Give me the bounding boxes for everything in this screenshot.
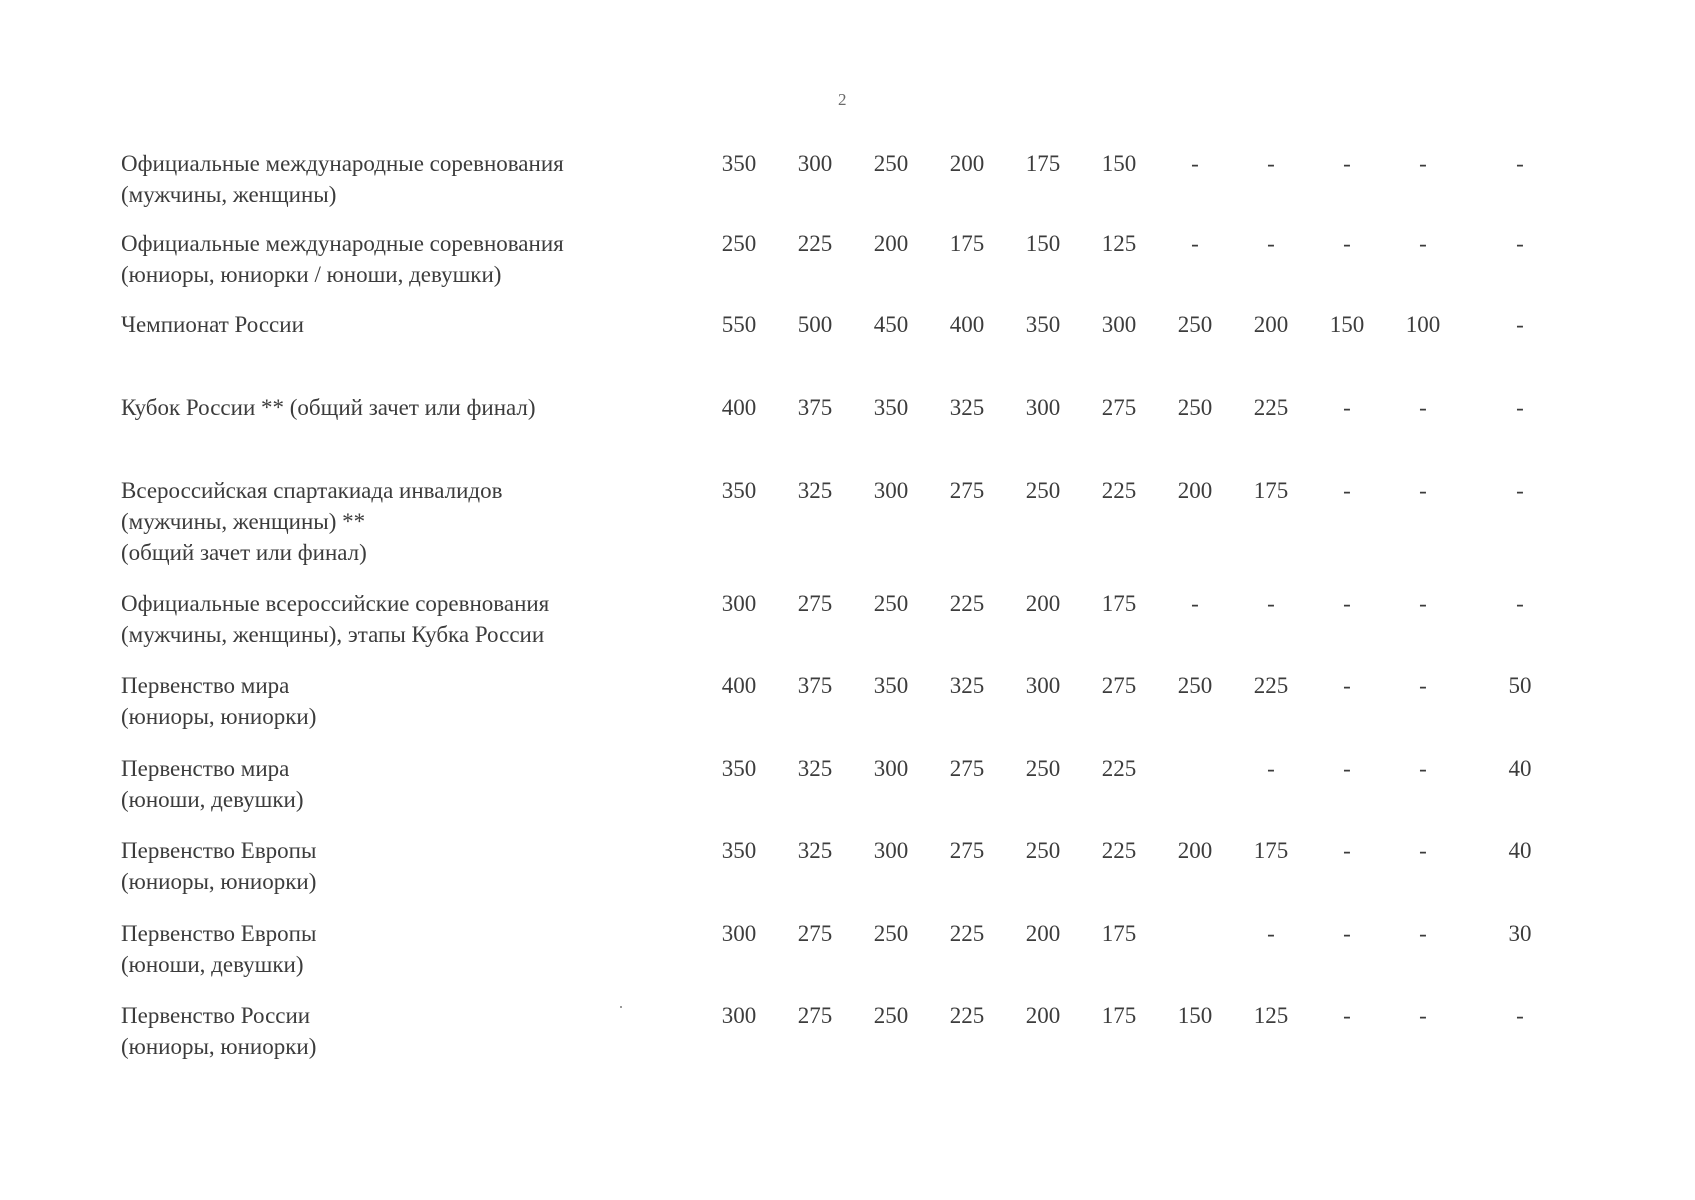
table-cell: 250 <box>873 591 909 616</box>
row-label: Первенство мира (юноши, девушки) <box>121 756 304 812</box>
table-row <box>121 670 1561 753</box>
table-cell: 200 <box>1025 591 1061 616</box>
table-cell: 150 <box>1025 231 1061 256</box>
row-values <box>701 1000 1565 1031</box>
table-cell: - <box>1516 591 1524 616</box>
table-cell: - <box>1419 756 1427 781</box>
table-cell: - <box>1343 1003 1351 1028</box>
table-cell: 300 <box>1101 312 1137 337</box>
table-cell: - <box>1343 478 1351 503</box>
table-cell: 250 <box>721 231 757 256</box>
row-label: Чемпионат России <box>121 312 304 337</box>
row-values <box>701 588 1565 619</box>
table-cell: 375 <box>797 673 833 698</box>
table-cell: 350 <box>873 395 909 420</box>
table-cell: 250 <box>873 921 909 946</box>
table-cell: 150 <box>1101 151 1137 176</box>
table-cell: 150 <box>1329 312 1365 337</box>
table-row <box>121 148 1561 228</box>
table-cell: 175 <box>1101 591 1137 616</box>
table-row <box>121 1000 1561 1070</box>
table-cell: 300 <box>873 756 909 781</box>
row-label: Первенство Европы (юноши, девушки) <box>121 921 317 977</box>
table-cell <box>1157 918 1233 949</box>
table-cell: 250 <box>1177 395 1213 420</box>
table-cell: - <box>1419 1003 1427 1028</box>
table-cell <box>1157 753 1233 784</box>
table-cell: - <box>1419 591 1427 616</box>
table-cell: 350 <box>721 756 757 781</box>
table-cell: - <box>1267 756 1275 781</box>
table-cell: 275 <box>797 1003 833 1028</box>
table-cell: 175 <box>1253 838 1289 863</box>
table-cell: 225 <box>949 591 985 616</box>
scan-speck <box>620 1006 622 1008</box>
table-cell: 175 <box>1253 478 1289 503</box>
table-cell: - <box>1419 151 1427 176</box>
row-values <box>701 148 1565 179</box>
table-cell: 200 <box>949 151 985 176</box>
table-cell: - <box>1419 673 1427 698</box>
table-row <box>121 309 1561 392</box>
table-cell: 225 <box>949 921 985 946</box>
table-cell: - <box>1419 231 1427 256</box>
table-cell: 400 <box>949 312 985 337</box>
table-cell: - <box>1343 231 1351 256</box>
table-cell: 225 <box>1101 478 1137 503</box>
table-cell: 275 <box>1101 395 1137 420</box>
table-cell: - <box>1191 151 1199 176</box>
table-cell: - <box>1343 591 1351 616</box>
row-label: Официальные международные соревнования (юниоры, юниорки / юноши, девушки) <box>121 231 564 287</box>
table-cell: - <box>1191 591 1199 616</box>
table-cell: - <box>1343 673 1351 698</box>
row-label: Первенство Европы (юниоры, юниорки) <box>121 838 317 894</box>
row-values <box>701 309 1565 340</box>
table-cell: 300 <box>797 151 833 176</box>
row-label: Первенство мира (юниоры, юниорки) <box>121 673 317 729</box>
table-cell: - <box>1516 312 1524 337</box>
table-cell: 325 <box>797 756 833 781</box>
page-number: 2 <box>838 90 847 109</box>
table-cell: - <box>1343 151 1351 176</box>
table-cell: 225 <box>949 1003 985 1028</box>
table-row <box>121 753 1561 835</box>
table-cell: - <box>1419 921 1427 946</box>
table-cell: 200 <box>1177 478 1213 503</box>
table-cell: 200 <box>1025 921 1061 946</box>
table-cell: 300 <box>1025 395 1061 420</box>
table-cell: 400 <box>721 673 757 698</box>
table-cell: 200 <box>1025 1003 1061 1028</box>
table-cell: 100 <box>1405 312 1441 337</box>
table-cell: 250 <box>1025 478 1061 503</box>
row-values <box>701 753 1565 784</box>
table-cell: 325 <box>949 673 985 698</box>
table-cell: 325 <box>797 478 833 503</box>
row-values <box>701 228 1565 259</box>
row-label: Всероссийская спартакиада инвалидов (мужчины, женщины) ** (общий зачет или финал) <box>121 478 503 565</box>
row-label: Первенство России (юниоры, юниорки) <box>121 1003 317 1059</box>
table-cell: - <box>1516 395 1524 420</box>
table-cell: 225 <box>1101 756 1137 781</box>
row-values <box>701 918 1565 949</box>
table-cell: 350 <box>1025 312 1061 337</box>
table-cell: 250 <box>873 151 909 176</box>
row-label: Официальные международные соревнования (мужчины, женщины) <box>121 151 564 207</box>
table-cell: - <box>1191 231 1199 256</box>
table-cell: 325 <box>797 838 833 863</box>
table-cell: 350 <box>721 151 757 176</box>
table-row <box>121 392 1561 475</box>
table-cell: 250 <box>1025 756 1061 781</box>
table-cell: 250 <box>1177 673 1213 698</box>
table-cell: 275 <box>949 838 985 863</box>
table-cell: - <box>1516 1003 1524 1028</box>
table-cell: 200 <box>1253 312 1289 337</box>
table-cell: 300 <box>721 921 757 946</box>
table-cell: 225 <box>1101 838 1137 863</box>
table-cell: 350 <box>721 478 757 503</box>
table-cell: 175 <box>1025 151 1061 176</box>
table-cell: - <box>1516 151 1524 176</box>
table-row <box>121 228 1561 309</box>
table-cell: 300 <box>721 591 757 616</box>
table-cell: 175 <box>1101 921 1137 946</box>
table-cell: 300 <box>1025 673 1061 698</box>
table-cell: 275 <box>797 591 833 616</box>
table-cell: 50 <box>1508 673 1532 698</box>
table-cell: 275 <box>949 756 985 781</box>
table-row <box>121 588 1561 670</box>
table-cell: 325 <box>949 395 985 420</box>
table-cell: - <box>1419 395 1427 420</box>
table-cell: 200 <box>873 231 909 256</box>
table-cell: 450 <box>873 312 909 337</box>
table-cell: - <box>1343 838 1351 863</box>
table-cell: 125 <box>1253 1003 1289 1028</box>
table-cell: 175 <box>949 231 985 256</box>
table-cell: 275 <box>1101 673 1137 698</box>
table-row <box>121 918 1561 1000</box>
table-cell: 200 <box>1177 838 1213 863</box>
table-cell: 250 <box>1177 312 1213 337</box>
table-cell: 550 <box>721 312 757 337</box>
table-cell: 300 <box>873 478 909 503</box>
row-values <box>701 835 1565 866</box>
table-cell: - <box>1343 756 1351 781</box>
table-cell: 30 <box>1508 921 1532 946</box>
table-cell: 350 <box>873 673 909 698</box>
table-cell: 125 <box>1101 231 1137 256</box>
table-cell: - <box>1419 478 1427 503</box>
table-cell: - <box>1343 395 1351 420</box>
table-cell: 225 <box>1253 395 1289 420</box>
table-cell: - <box>1267 151 1275 176</box>
row-label: Кубок России ** (общий зачет или финал) <box>121 395 536 420</box>
table-cell: - <box>1267 591 1275 616</box>
table-cell: 40 <box>1508 838 1532 863</box>
table-cell: 375 <box>797 395 833 420</box>
table-cell: 275 <box>949 478 985 503</box>
table-cell: 275 <box>797 921 833 946</box>
row-label: Официальные всероссийские соревнования (мужчины, женщины), этапы Кубка России <box>121 591 550 647</box>
table-cell: 250 <box>873 1003 909 1028</box>
table-cell: 225 <box>797 231 833 256</box>
table-cell: 400 <box>721 395 757 420</box>
table-cell: 175 <box>1101 1003 1137 1028</box>
table-cell: 40 <box>1508 756 1532 781</box>
table-cell: 225 <box>1253 673 1289 698</box>
table-cell: - <box>1267 231 1275 256</box>
table-cell: 500 <box>797 312 833 337</box>
row-values <box>701 475 1565 506</box>
table-cell: 150 <box>1177 1003 1213 1028</box>
table-cell: - <box>1343 921 1351 946</box>
row-values <box>701 670 1565 701</box>
table-cell: - <box>1267 921 1275 946</box>
table-cell: - <box>1516 231 1524 256</box>
table-row <box>121 835 1561 918</box>
table-cell: 300 <box>721 1003 757 1028</box>
points-table <box>121 148 1561 1070</box>
table-cell: 250 <box>1025 838 1061 863</box>
table-cell: 350 <box>721 838 757 863</box>
table-cell: 300 <box>873 838 909 863</box>
row-values <box>701 392 1565 423</box>
table-row <box>121 475 1561 588</box>
table-cell: - <box>1516 478 1524 503</box>
table-cell: - <box>1419 838 1427 863</box>
